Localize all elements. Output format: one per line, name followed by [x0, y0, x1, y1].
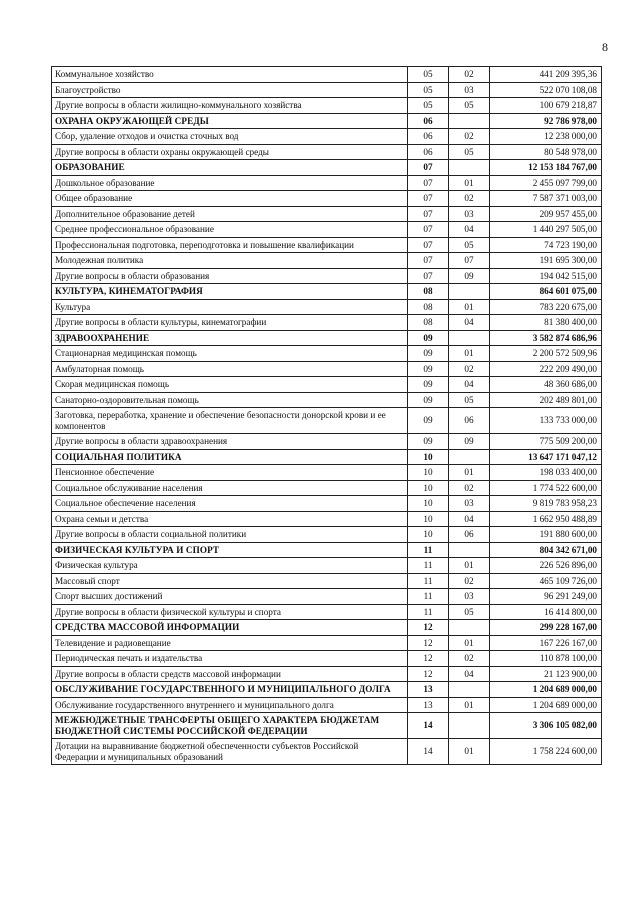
row-amount-cell: 12 153 184 767,00: [490, 160, 602, 176]
row-amount-cell: 21 123 900,00: [490, 666, 602, 682]
row-name-cell: Общее образование: [52, 191, 408, 207]
table-row: [52, 465, 602, 481]
row-name-cell: КУЛЬТУРА, КИНЕМАТОГРАФИЯ: [52, 284, 408, 300]
row-section-code-cell: 10: [408, 527, 449, 543]
row-subsection-code-cell: 09: [449, 268, 490, 284]
row-name-cell: Другие вопросы в области образования: [52, 268, 408, 284]
row-section-code-cell: 05: [408, 82, 449, 98]
row-section-code-cell: 09: [408, 408, 449, 434]
row-section-code-cell: 14: [408, 713, 449, 739]
table-row: [52, 253, 602, 269]
row-amount-cell: 74 723 190,00: [490, 237, 602, 253]
row-subsection-code-cell: 06: [449, 408, 490, 434]
row-name-cell: Заготовка, переработка, хранение и обеспечение безопасности донорской крови и ее компонентов: [52, 408, 408, 434]
table-row: [52, 392, 602, 408]
table-row: [52, 666, 602, 682]
row-subsection-code-cell: [449, 330, 490, 346]
row-subsection-code-cell: 02: [449, 651, 490, 667]
row-amount-cell: 48 360 686,00: [490, 377, 602, 393]
row-amount-cell: 133 733 000,00: [490, 408, 602, 434]
row-section-code-cell: 13: [408, 697, 449, 713]
row-subsection-code-cell: 05: [449, 98, 490, 114]
row-section-code-cell: 09: [408, 434, 449, 450]
row-amount-cell: 2 455 097 799,00: [490, 175, 602, 191]
row-name-cell: Сбор, удаление отходов и очистка сточных вод: [52, 129, 408, 145]
row-amount-cell: 1 758 224 600,00: [490, 739, 602, 765]
table-row: [52, 377, 602, 393]
table-row: [52, 206, 602, 222]
row-name-cell: Дополнительное образование детей: [52, 206, 408, 222]
row-subsection-code-cell: 01: [449, 175, 490, 191]
row-amount-cell: 3 582 874 686,96: [490, 330, 602, 346]
row-amount-cell: 12 238 000,00: [490, 129, 602, 145]
row-subsection-code-cell: 09: [449, 434, 490, 450]
row-section-code-cell: 09: [408, 392, 449, 408]
table-row: [52, 635, 602, 651]
table-row: [52, 346, 602, 362]
table-row: [52, 175, 602, 191]
row-amount-cell: 92 786 978,00: [490, 113, 602, 129]
row-name-cell: Молодежная политика: [52, 253, 408, 269]
section-row: [52, 449, 602, 465]
table-row: [52, 604, 602, 620]
row-section-code-cell: 07: [408, 160, 449, 176]
row-name-cell: Пенсионное обеспечение: [52, 465, 408, 481]
row-amount-cell: 191 880 600,00: [490, 527, 602, 543]
row-section-code-cell: 05: [408, 98, 449, 114]
table-row: [52, 511, 602, 527]
row-name-cell: Социальное обеспечение населения: [52, 496, 408, 512]
row-section-code-cell: 06: [408, 129, 449, 145]
row-name-cell: Другие вопросы в области физической культуры и спорта: [52, 604, 408, 620]
row-amount-cell: 96 291 249,00: [490, 589, 602, 605]
row-name-cell: ОБСЛУЖИВАНИЕ ГОСУДАРСТВЕННОГО И МУНИЦИПАЛЬНОГО ДОЛГА: [52, 682, 408, 698]
row-amount-cell: 1 440 297 505,00: [490, 222, 602, 238]
row-subsection-code-cell: 01: [449, 299, 490, 315]
row-amount-cell: 2 200 572 509,96: [490, 346, 602, 362]
row-amount-cell: 194 042 515,00: [490, 268, 602, 284]
table-row: [52, 739, 602, 765]
row-subsection-code-cell: 02: [449, 67, 490, 83]
row-name-cell: Другие вопросы в области охраны окружающей среды: [52, 144, 408, 160]
section-row: [52, 713, 602, 739]
row-name-cell: Стационарная медицинская помощь: [52, 346, 408, 362]
row-amount-cell: 1 662 950 488,89: [490, 511, 602, 527]
row-subsection-code-cell: 04: [449, 377, 490, 393]
row-section-code-cell: 09: [408, 346, 449, 362]
row-subsection-code-cell: 01: [449, 635, 490, 651]
row-section-code-cell: 12: [408, 635, 449, 651]
row-section-code-cell: 05: [408, 67, 449, 83]
row-name-cell: Санаторно-оздоровительная помощь: [52, 392, 408, 408]
table-row: [52, 589, 602, 605]
row-section-code-cell: 09: [408, 361, 449, 377]
row-subsection-code-cell: [449, 682, 490, 698]
row-amount-cell: 222 209 490,00: [490, 361, 602, 377]
row-amount-cell: 775 509 200,00: [490, 434, 602, 450]
row-amount-cell: 465 109 726,00: [490, 573, 602, 589]
row-amount-cell: 13 647 171 047,12: [490, 449, 602, 465]
row-subsection-code-cell: 04: [449, 222, 490, 238]
row-amount-cell: 3 306 105 082,00: [490, 713, 602, 739]
row-subsection-code-cell: 06: [449, 527, 490, 543]
row-subsection-code-cell: 04: [449, 666, 490, 682]
row-subsection-code-cell: 03: [449, 589, 490, 605]
table-row: [52, 527, 602, 543]
row-amount-cell: 1 774 522 600,00: [490, 480, 602, 496]
row-amount-cell: 7 587 371 003,00: [490, 191, 602, 207]
table-row: [52, 408, 602, 434]
row-section-code-cell: 14: [408, 739, 449, 765]
row-section-code-cell: 13: [408, 682, 449, 698]
row-name-cell: Коммунальное хозяйство: [52, 67, 408, 83]
row-section-code-cell: 09: [408, 330, 449, 346]
row-amount-cell: 441 209 395,36: [490, 67, 602, 83]
row-subsection-code-cell: [449, 284, 490, 300]
row-amount-cell: 16 414 800,00: [490, 604, 602, 620]
row-name-cell: Дотации на выравнивание бюджетной обеспеченности субъектов Российской Федерации и муниципальных образований: [52, 739, 408, 765]
row-section-code-cell: 10: [408, 496, 449, 512]
table-row: [52, 480, 602, 496]
page-number: 8: [602, 40, 608, 54]
row-name-cell: МЕЖБЮДЖЕТНЫЕ ТРАНСФЕРТЫ ОБЩЕГО ХАРАКТЕРА БЮДЖЕТАМ БЮДЖЕТНОЙ СИСТЕМЫ РОССИЙСКОЙ ФЕДЕРАЦИИ: [52, 713, 408, 739]
row-name-cell: Другие вопросы в области здравоохранения: [52, 434, 408, 450]
row-subsection-code-cell: 07: [449, 253, 490, 269]
row-subsection-code-cell: 03: [449, 496, 490, 512]
row-subsection-code-cell: [449, 160, 490, 176]
row-name-cell: Обслуживание государственного внутреннего и муниципального долга: [52, 697, 408, 713]
row-subsection-code-cell: 04: [449, 315, 490, 331]
row-name-cell: Скорая медицинская помощь: [52, 377, 408, 393]
row-amount-cell: 864 601 075,00: [490, 284, 602, 300]
row-subsection-code-cell: 02: [449, 191, 490, 207]
row-name-cell: Охрана семьи и детства: [52, 511, 408, 527]
row-subsection-code-cell: 05: [449, 392, 490, 408]
row-subsection-code-cell: 01: [449, 465, 490, 481]
row-name-cell: Амбулаторная помощь: [52, 361, 408, 377]
row-amount-cell: 198 033 400,00: [490, 465, 602, 481]
row-section-code-cell: 07: [408, 222, 449, 238]
table-row: [52, 98, 602, 114]
row-name-cell: Профессиональная подготовка, переподготовка и повышение квалификации: [52, 237, 408, 253]
section-row: [52, 620, 602, 636]
row-name-cell: Благоустройство: [52, 82, 408, 98]
row-subsection-code-cell: 04: [449, 511, 490, 527]
row-section-code-cell: 07: [408, 237, 449, 253]
row-subsection-code-cell: [449, 620, 490, 636]
row-section-code-cell: 12: [408, 666, 449, 682]
row-subsection-code-cell: 01: [449, 346, 490, 362]
row-subsection-code-cell: [449, 449, 490, 465]
row-name-cell: Культура: [52, 299, 408, 315]
section-row: [52, 113, 602, 129]
row-subsection-code-cell: 05: [449, 604, 490, 620]
row-subsection-code-cell: 02: [449, 361, 490, 377]
row-section-code-cell: 08: [408, 284, 449, 300]
row-section-code-cell: 06: [408, 144, 449, 160]
row-section-code-cell: 10: [408, 449, 449, 465]
row-amount-cell: 209 957 455,00: [490, 206, 602, 222]
row-subsection-code-cell: [449, 113, 490, 129]
row-section-code-cell: 12: [408, 620, 449, 636]
row-amount-cell: 191 695 300,00: [490, 253, 602, 269]
row-amount-cell: 1 204 689 000,00: [490, 682, 602, 698]
table-row: [52, 237, 602, 253]
row-section-code-cell: 07: [408, 175, 449, 191]
table-row: [52, 299, 602, 315]
row-subsection-code-cell: 03: [449, 82, 490, 98]
row-section-code-cell: 11: [408, 589, 449, 605]
row-name-cell: Физическая культура: [52, 558, 408, 574]
row-subsection-code-cell: 05: [449, 144, 490, 160]
row-name-cell: Другие вопросы в области средств массовой информации: [52, 666, 408, 682]
section-row: [52, 284, 602, 300]
row-section-code-cell: 09: [408, 377, 449, 393]
row-name-cell: Социальное обслуживание населения: [52, 480, 408, 496]
row-section-code-cell: 10: [408, 465, 449, 481]
row-section-code-cell: 12: [408, 651, 449, 667]
section-row: [52, 330, 602, 346]
table-row: [52, 67, 602, 83]
row-section-code-cell: 08: [408, 315, 449, 331]
row-name-cell: Другие вопросы в области социальной политики: [52, 527, 408, 543]
row-name-cell: Среднее профессиональное образование: [52, 222, 408, 238]
row-amount-cell: 167 226 167,00: [490, 635, 602, 651]
row-name-cell: ЗДРАВООХРАНЕНИЕ: [52, 330, 408, 346]
table-row: [52, 573, 602, 589]
row-section-code-cell: 11: [408, 604, 449, 620]
row-name-cell: Массовый спорт: [52, 573, 408, 589]
section-row: [52, 542, 602, 558]
table-row: [52, 315, 602, 331]
row-subsection-code-cell: 01: [449, 558, 490, 574]
row-amount-cell: 202 489 801,00: [490, 392, 602, 408]
table-row: [52, 558, 602, 574]
row-amount-cell: 100 679 218,87: [490, 98, 602, 114]
row-subsection-code-cell: 02: [449, 480, 490, 496]
row-amount-cell: 81 380 400,00: [490, 315, 602, 331]
row-section-code-cell: 10: [408, 511, 449, 527]
budget-table: [51, 66, 602, 765]
row-subsection-code-cell: 01: [449, 697, 490, 713]
row-section-code-cell: 10: [408, 480, 449, 496]
row-section-code-cell: 07: [408, 191, 449, 207]
row-section-code-cell: 07: [408, 268, 449, 284]
row-subsection-code-cell: 01: [449, 739, 490, 765]
row-name-cell: Спорт высших достижений: [52, 589, 408, 605]
row-section-code-cell: 06: [408, 113, 449, 129]
row-name-cell: ФИЗИЧЕСКАЯ КУЛЬТУРА И СПОРТ: [52, 542, 408, 558]
row-name-cell: СРЕДСТВА МАССОВОЙ ИНФОРМАЦИИ: [52, 620, 408, 636]
row-name-cell: СОЦИАЛЬНАЯ ПОЛИТИКА: [52, 449, 408, 465]
row-subsection-code-cell: [449, 542, 490, 558]
row-name-cell: ОХРАНА ОКРУЖАЮЩЕЙ СРЕДЫ: [52, 113, 408, 129]
row-name-cell: Телевидение и радиовещание: [52, 635, 408, 651]
row-subsection-code-cell: 02: [449, 129, 490, 145]
table-row: [52, 496, 602, 512]
row-subsection-code-cell: 05: [449, 237, 490, 253]
row-subsection-code-cell: 03: [449, 206, 490, 222]
table-row: [52, 361, 602, 377]
row-name-cell: ОБРАЗОВАНИЕ: [52, 160, 408, 176]
row-amount-cell: 1 204 689 000,00: [490, 697, 602, 713]
row-amount-cell: 110 878 100,00: [490, 651, 602, 667]
row-section-code-cell: 11: [408, 542, 449, 558]
section-row: [52, 682, 602, 698]
table-row: [52, 82, 602, 98]
table-row: [52, 222, 602, 238]
row-section-code-cell: 08: [408, 299, 449, 315]
row-name-cell: Дошкольное образование: [52, 175, 408, 191]
table-row: [52, 434, 602, 450]
row-subsection-code-cell: [449, 713, 490, 739]
table-row: [52, 144, 602, 160]
table-row: [52, 268, 602, 284]
row-amount-cell: 522 070 108,08: [490, 82, 602, 98]
row-amount-cell: 9 819 783 958,23: [490, 496, 602, 512]
row-amount-cell: 226 526 896,00: [490, 558, 602, 574]
row-section-code-cell: 11: [408, 573, 449, 589]
table-row: [52, 651, 602, 667]
row-amount-cell: 299 228 167,00: [490, 620, 602, 636]
section-row: [52, 160, 602, 176]
row-amount-cell: 80 548 978,00: [490, 144, 602, 160]
row-name-cell: Другие вопросы в области культуры, кинематографии: [52, 315, 408, 331]
row-amount-cell: 783 220 675,00: [490, 299, 602, 315]
table-row: [52, 191, 602, 207]
row-section-code-cell: 07: [408, 253, 449, 269]
row-section-code-cell: 07: [408, 206, 449, 222]
row-name-cell: Другие вопросы в области жилищно-коммунального хозяйства: [52, 98, 408, 114]
table-row: [52, 129, 602, 145]
row-section-code-cell: 11: [408, 558, 449, 574]
row-amount-cell: 804 342 671,00: [490, 542, 602, 558]
table-row: [52, 697, 602, 713]
row-subsection-code-cell: 02: [449, 573, 490, 589]
budget-table-body: [52, 67, 602, 765]
row-name-cell: Периодическая печать и издательства: [52, 651, 408, 667]
